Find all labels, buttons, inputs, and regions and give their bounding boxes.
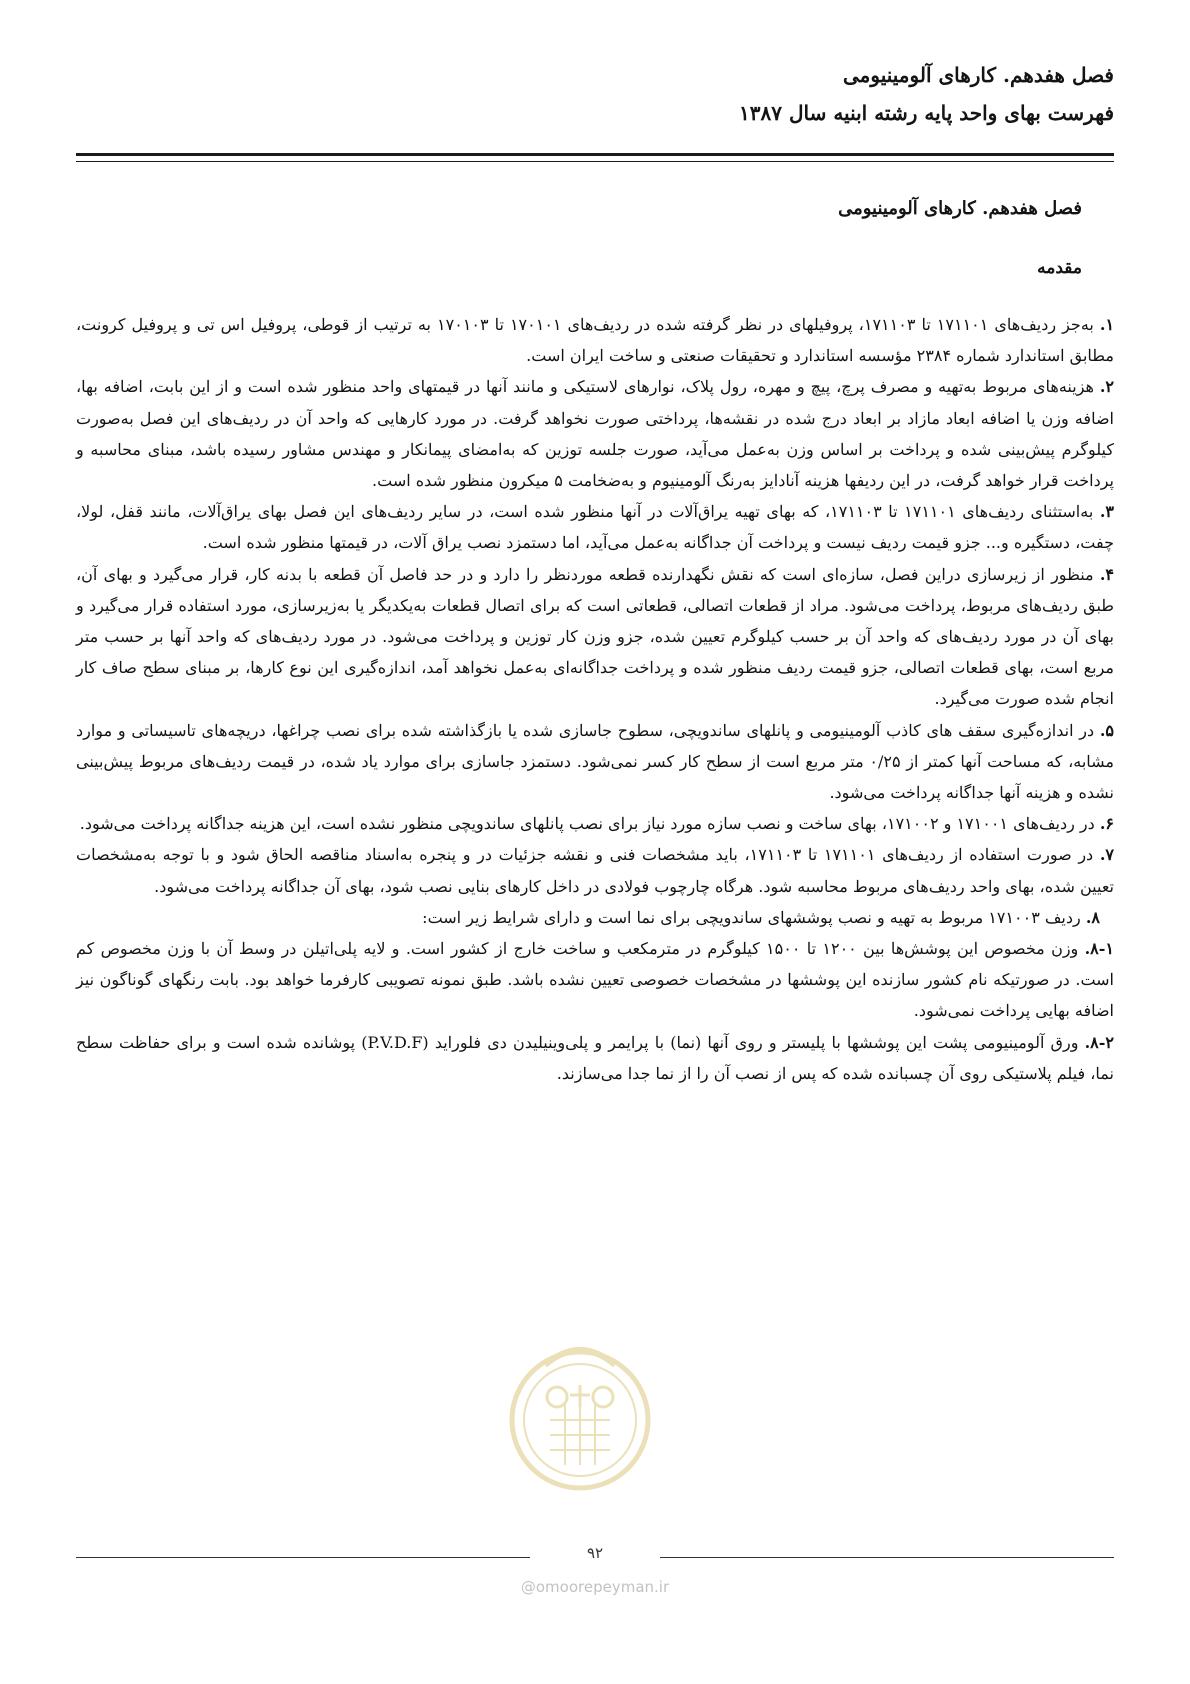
page-header [76, 56, 1114, 132]
paragraph-text: منظور از زیرسازی دراین فصل، سازه‌ای است که نقش نگهدارنده قطعه موردنظر را دارد و در حد فاصل آن قطعه با بدنه کار، قرار می‌گیرد و بهای آن، طبق ردیف‌های مربوط، پرداخت می‌شود. مراد از قطعات اتصالی، قطعاتی است که برای اتصال قطعات به‌یکدیگر یا به‌زیرسازی، مورد استفاده قرار می‌گیرد و بهای آن در مورد ردیف‌های که واحد آن بر حسب کیلوگرم تعیین شده، جزو وزن کار توزین و پرداخت می‌شود. در مورد ردیف‌های که واحد آنها بر حسب متر مربع است، بهای قطعات اتصالی، جزو قیمت ردیف منظور شده و پرداخت جداگانه‌ای به‌عمل نخواهد آمد، اندازه‌گیری این نوع کارها، بر مبنای سطح صاف کار انجام شده صورت می‌گیرد. [76, 564, 1115, 709]
footer-rule-left [76, 1557, 530, 1558]
paragraph-text: در صورت استفاده از ردیف‌های ۱۷۱۱۰۱ تا ۱۷۱۱۰۳، باید مشخصات فنی و نقشه جزئیات در و پنجره به‌اسناد مناقصه الحاق شود و با توجه به‌مشخصات تعیین شده، بهای واحد ردیف‌های مربوط محاسبه شود. هرگاه چارچوب فولادی در داخل کارهای بنایی نصب شود، بهای آن جداگانه پرداخت می‌شود. [76, 845, 1114, 896]
paragraph-2 [76, 371, 1114, 496]
paragraph-number: ۶. [1099, 814, 1114, 834]
footer-rule-right [660, 1557, 1114, 1558]
paragraph-number: ۷. [1099, 845, 1114, 865]
chapter-title: فصل هفدهم. کارهای آلومینیومی [838, 198, 1082, 219]
paragraph-number: ۸. [1085, 907, 1100, 927]
page-number: ۹۲ [586, 1544, 604, 1562]
header-double-rule [76, 153, 1114, 162]
paragraph-8-2 [76, 1027, 1114, 1089]
paragraph-number: ۲. [1099, 377, 1115, 397]
paragraph-text: در اندازه‌گیری سقف های کاذب آلومینیومی و پانلهای ساندویچی، سطوح جاسازی شده یا بازگذاشته شده برای نصب چراغها، دریچه‌های تاسیساتی و موارد مشابه، که مساحت آنها کمتر از ۰/۲۵ متر مربع است از سطح کار کسر نمی‌شود. دستمزد جاسازی برای موارد یاد شده، در قیمت ردیف‌های مربوط پیش‌بینی نشده و هزینه آنها جداگانه پرداخت می‌شود. [76, 720, 1114, 803]
paragraph-4 [76, 559, 1114, 715]
paragraph-number: ۸-۱. [1084, 939, 1114, 959]
header-subtitle: فهرست بهای واحد پایه رشته ابنیه سال ۱۳۸۷ [739, 101, 1114, 125]
main-content [76, 196, 1114, 1089]
paragraph-3 [76, 496, 1114, 558]
paragraph-1 [76, 309, 1114, 371]
paragraph-text: هزینه‌های مربوط به‌تهیه و مصرف پرچ، پیچ و مهره، رول پلاک، نوارهای لاستیکی و مانند آنها در قیمتهای واحد منظور شده است و از این بابت، اضافه بها، اضافه وزن یا اضافه ابعاد مازاد بر ابعاد درج شده در نقشه‌ها، پرداختی صورت نخواهد گرفت. در مورد کارهایی که واحد آن در ردیف‌های این فصل به‌صورت کیلوگرم پیش‌بینی شده و پرداخت بر اساس وزن به‌عمل می‌آید، صورت جلسه توزین که به‌امضای پیمانکار و مهندس مشاور رسیده باشد، مبنای محاسبه و پرداخت قرار خواهد گرفت، در این ردیفها هزینه آنادایز به‌رنگ آلومینیوم و به‌ضخامت ۵ میکرون منظور شده است. [76, 377, 1114, 491]
paragraph-text: در ردیف‌های ۱۷۱۰۰۱ و ۱۷۱۰۰۲، بهای ساخت و نصب سازه مورد نیاز برای نصب پانلهای ساندویچی منظور نشده است، این هزینه جداگانه پرداخت می‌شود. [79, 814, 1100, 834]
paragraph-text: به‌استثنای ردیف‌های ۱۷۱۱۰۱ تا ۱۷۱۱۰۳، که بهای تهیه یراق‌آلات در آنها منظور شده است، در سایر ردیف‌های این فصل بهای یراق‌آلات، مانند قفل، لولا، چفت، دستگیره و... جزو قیمت ردیف نیست و پرداخت آن جداگانه به‌عمل می‌آید، اما دستمزد نصب یراق آلات، در قیمتها منظور شده است. [76, 502, 1114, 553]
paragraph-text: ردیف ۱۷۱۰۰۳ مربوط به تهیه و نصب پوششهای ساندویچی برای نما است و دارای شرایط زیر است: [422, 907, 1086, 927]
header-chapter-title: فصل هفدهم. کارهای آلومینیومی [842, 63, 1114, 87]
paragraph-number: ۱. [1099, 315, 1115, 334]
paragraph-8 [76, 902, 1114, 933]
paragraph-5 [76, 715, 1114, 809]
site-watermark: @omoorepeyman.ir [520, 1578, 670, 1596]
paragraph-text: به‌جز ردیف‌های ۱۷۱۱۰۱ تا ۱۷۱۱۰۳، پروفیلهای در نظر گرفته شده در ردیف‌های ۱۷۰۱۰۱ تا ۱۷۰۱۰۳ به ترتیب از قوطی، پروفیل اس تی و پروفیل کرونت، مطابق استاندارد شماره ۲۳۸۴ مؤسسه استاندارد و تحقیقات صنعتی و ساخت ایران است. [76, 315, 1114, 366]
paragraph-7 [76, 839, 1114, 901]
paragraph-number: ۴. [1099, 564, 1114, 584]
organization-seal-watermark [505, 1325, 655, 1505]
paragraph-6 [76, 808, 1114, 839]
paragraph-text: ورق آلومینیومی پشت این پوششها با پلیستر و روی آنها (نما) با پرایمر و پلی‌وینیلیدن دی فلوراید (P.V.D.F) پوشانده شده است و برای حفاظت سطح نما، فیلم پلاستیکی روی آن چسبانده شده که پس از نصب آن را از نما جدا می‌سازند. [76, 1032, 1114, 1083]
paragraph-number: ۳. [1099, 502, 1115, 522]
paragraph-number: ۵. [1099, 720, 1114, 740]
intro-heading: مقدمه [1037, 258, 1082, 278]
paragraph-text: وزن مخصوص این پوشش‌ها بین ۱۲۰۰ تا ۱۵۰۰ کیلوگرم در مترمکعب و ساخت خارج از کشور است. و لایه پلی‌اتیلن در وسط آن با وزن مخصوص کم است. در صورتیکه نام کشور سازنده این پوششها در مشخصات خصوصی تعیین نشده باشد. طبق نمونه تصویبی کارفرما خواهد بود. بابت رنگهای گوناگون نیز اضافه بهایی پرداخت نمی‌شود. [76, 939, 1114, 1021]
paragraph-number: ۸-۲. [1084, 1032, 1114, 1052]
paragraph-8-1 [76, 933, 1114, 1027]
